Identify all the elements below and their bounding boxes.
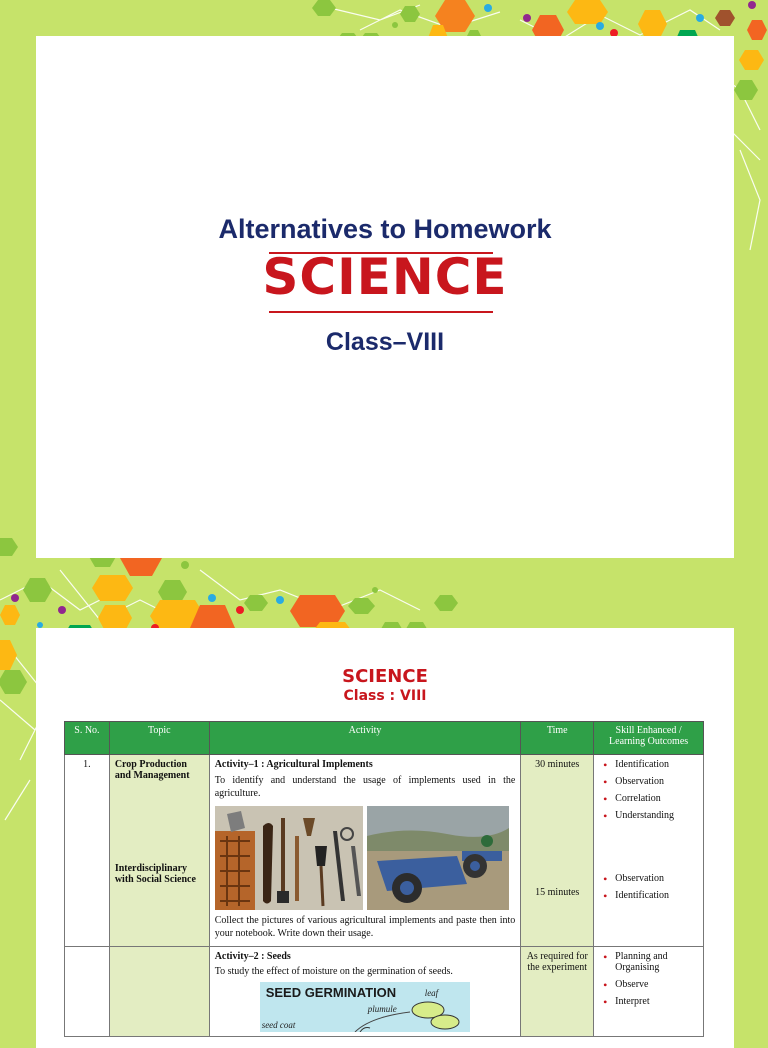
activity-instruction: Collect the pictures of various agricultural implements and paste then into your notebook. Write down their usage. bbox=[214, 915, 516, 939]
activity-description: To identify and understand the usage of implements used in the agriculture. bbox=[214, 775, 516, 799]
diagram-label-seed-coat: seed coat bbox=[261, 1020, 296, 1030]
header-activity: Activity bbox=[209, 722, 521, 755]
table-row bbox=[65, 755, 704, 947]
skills-list bbox=[599, 951, 698, 1007]
activity-title: Activity–1 : Agricultural Implements bbox=[214, 759, 373, 770]
header-topic: Topic bbox=[109, 722, 209, 755]
activity-cell bbox=[209, 755, 521, 947]
seedling-illustration bbox=[260, 982, 470, 1032]
list-item: • Identification bbox=[615, 759, 698, 770]
header-sno: S. No. bbox=[65, 722, 110, 755]
seed-germination-diagram bbox=[260, 982, 470, 1032]
hand-tools-photo bbox=[215, 806, 363, 910]
topic-text-secondary: Interdisciplinary with Social Science bbox=[114, 863, 196, 885]
header-time: Time bbox=[521, 722, 594, 755]
page-subject-heading: SCIENCE bbox=[342, 666, 428, 687]
list-item: • Observe bbox=[615, 979, 698, 990]
diagram-label-plumule: plumule bbox=[367, 1004, 397, 1014]
topic-cell bbox=[109, 947, 209, 1037]
table-header-row bbox=[65, 722, 704, 755]
list-item: • Interpret bbox=[615, 996, 698, 1007]
list-item: • Understanding bbox=[615, 810, 698, 821]
list-item: • Planning and Organising bbox=[615, 951, 698, 973]
topic-cell bbox=[109, 755, 209, 947]
cover-page bbox=[36, 36, 734, 558]
header-skills: Skill Enhanced / Learning Outcomes bbox=[594, 722, 704, 755]
tractor-implement-photo bbox=[367, 806, 509, 910]
list-item: • Observation bbox=[615, 776, 698, 787]
skills-cell bbox=[594, 755, 704, 947]
activity-description: To study the effect of moisture on the germination of seeds. bbox=[214, 966, 453, 977]
cover-subject: SCIENCE bbox=[262, 248, 508, 306]
diagram-title: SEED GERMINATION bbox=[265, 985, 397, 1000]
sno-cell: 1. bbox=[65, 755, 110, 947]
list-item: • Identification bbox=[615, 890, 698, 901]
list-item: • Correlation bbox=[615, 793, 698, 804]
topic-text: Crop Production and Management bbox=[114, 759, 190, 781]
time-cell bbox=[521, 755, 594, 947]
cover-class-label: Class–VIII bbox=[325, 328, 445, 356]
sno-cell bbox=[65, 947, 110, 1037]
skills-cell bbox=[594, 947, 704, 1037]
page-class-heading: Class : VIII bbox=[343, 688, 427, 704]
time-cell: As required for the experiment bbox=[521, 947, 594, 1037]
list-item: • Observation bbox=[615, 873, 698, 884]
skills-list bbox=[599, 759, 698, 821]
activity-title: Activity–2 : Seeds bbox=[214, 951, 291, 962]
skills-list-secondary bbox=[599, 873, 698, 901]
time-value: 30 minutes bbox=[535, 759, 580, 770]
cover-heading: Alternatives to Homework bbox=[218, 214, 552, 244]
title-rule-bottom bbox=[269, 311, 493, 313]
activity-table bbox=[64, 721, 704, 1037]
activity-cell bbox=[209, 947, 521, 1037]
activity-page bbox=[36, 628, 734, 1048]
table-row bbox=[65, 947, 704, 1037]
diagram-label-leaf: leaf bbox=[424, 988, 439, 998]
time-value-secondary: 15 minutes bbox=[535, 887, 580, 898]
